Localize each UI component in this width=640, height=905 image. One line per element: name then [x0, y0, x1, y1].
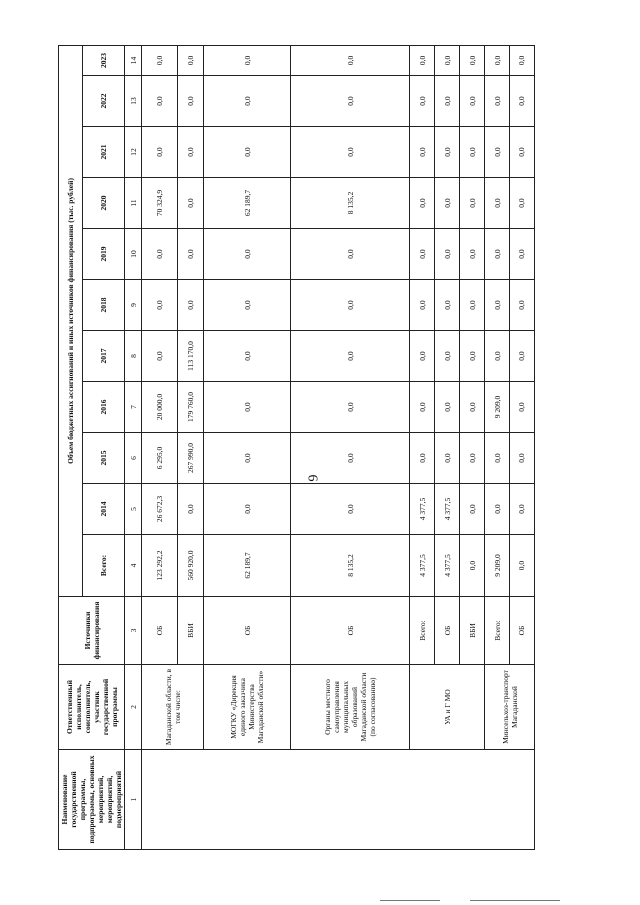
program-name-cell: [142, 750, 535, 850]
header-executor: Ответственный исполнитель, соисполнитель, участник государственной программы: [59, 665, 125, 750]
column-index: 14: [125, 45, 142, 75]
value-cell: 0,0: [204, 484, 291, 535]
column-index: 10: [125, 229, 142, 280]
value-cell: 0,0: [509, 331, 534, 382]
value-cell: 0,0: [435, 127, 460, 178]
value-cell: 0,0: [178, 280, 204, 331]
column-index: 13: [125, 76, 142, 127]
value-cell: 0,0: [460, 76, 485, 127]
value-cell: 0,0: [290, 484, 409, 535]
value-cell: 26 672,3: [142, 484, 178, 535]
source-cell: ОБ: [142, 597, 178, 665]
header-year: 2019: [83, 229, 125, 280]
scan-mark: [380, 900, 440, 901]
table-row: [142, 45, 178, 849]
header-total: Всего:: [83, 535, 125, 597]
value-cell: 0,0: [485, 127, 510, 178]
value-cell: 0,0: [204, 382, 291, 433]
value-cell: 0,0: [410, 76, 435, 127]
column-index: 12: [125, 127, 142, 178]
value-cell: 0,0: [410, 331, 435, 382]
header-program-name: Наименование государственной программы, подпрограммы, основных мероприятий, мероприятий, подмероприятий: [59, 750, 125, 850]
value-cell: 62 189,7: [204, 178, 291, 229]
source-cell: ОБ: [204, 597, 291, 665]
value-cell: 0,0: [460, 280, 485, 331]
value-cell: 0,0: [435, 331, 460, 382]
executor-cell: Органы местного самоуправления муниципальных образований Магаданской области (по согласованию): [290, 665, 409, 750]
total-cell: 123 292,2: [142, 535, 178, 597]
value-cell: 0,0: [410, 229, 435, 280]
source-cell: ОБ: [509, 597, 534, 665]
value-cell: 0,0: [509, 178, 534, 229]
value-cell: 0,0: [290, 229, 409, 280]
value-cell: 0,0: [460, 484, 485, 535]
value-cell: 0,0: [410, 178, 435, 229]
value-cell: 0,0: [178, 484, 204, 535]
value-cell: 0,0: [460, 45, 485, 75]
value-cell: 20 000,0: [142, 382, 178, 433]
header-year: 2022: [83, 76, 125, 127]
column-index: 3: [125, 597, 142, 665]
value-cell: 267 990,0: [178, 433, 204, 484]
column-index: 11: [125, 178, 142, 229]
value-cell: 0,0: [460, 229, 485, 280]
value-cell: 0,0: [435, 433, 460, 484]
source-cell: Всего:: [485, 597, 510, 665]
value-cell: 0,0: [290, 280, 409, 331]
value-cell: 0,0: [460, 331, 485, 382]
total-cell: 4 377,5: [435, 535, 460, 597]
value-cell: 0,0: [485, 45, 510, 75]
value-cell: 0,0: [509, 76, 534, 127]
value-cell: 0,0: [142, 280, 178, 331]
value-cell: 0,0: [410, 127, 435, 178]
header-year: 2018: [83, 280, 125, 331]
header-year: 2015: [83, 433, 125, 484]
value-cell: 9 209,0: [485, 382, 510, 433]
value-cell: 0,0: [410, 45, 435, 75]
value-cell: 0,0: [460, 178, 485, 229]
table-row: [485, 45, 510, 849]
header-funding-source: Источники финансирования: [59, 597, 125, 665]
value-cell: 0,0: [460, 433, 485, 484]
value-cell: 0,0: [290, 45, 409, 75]
value-cell: 4 377,5: [410, 484, 435, 535]
value-cell: 0,0: [410, 382, 435, 433]
value-cell: 0,0: [178, 127, 204, 178]
value-cell: 0,0: [290, 76, 409, 127]
value-cell: 0,0: [178, 76, 204, 127]
value-cell: 0,0: [485, 76, 510, 127]
value-cell: 0,0: [435, 76, 460, 127]
value-cell: 0,0: [142, 331, 178, 382]
value-cell: 0,0: [204, 76, 291, 127]
value-cell: 0,0: [204, 280, 291, 331]
total-cell: 4 377,5: [410, 535, 435, 597]
executor-cell: Магаданской области, в том числе:: [142, 665, 204, 750]
value-cell: 0,0: [142, 127, 178, 178]
value-cell: 0,0: [290, 331, 409, 382]
total-cell: 0,0: [509, 535, 534, 597]
rotated-page: [0, 45, 640, 850]
header-year: 2014: [83, 484, 125, 535]
value-cell: 0,0: [509, 280, 534, 331]
value-cell: 0,0: [485, 280, 510, 331]
value-cell: 4 377,5: [435, 484, 460, 535]
value-cell: 0,0: [435, 382, 460, 433]
table-row: [204, 45, 291, 849]
executor-cell: Минсельхоз-транспорт Магаданской: [485, 665, 535, 750]
value-cell: 0,0: [290, 382, 409, 433]
value-cell: 0,0: [460, 382, 485, 433]
table-row: [410, 45, 435, 849]
header-budget-volume: Объем бюджетных ассигнований и иных источников финансирования (тыс. рублей): [59, 45, 83, 596]
source-cell: ОБ: [435, 597, 460, 665]
header-year: 2023: [83, 45, 125, 75]
value-cell: 179 760,0: [178, 382, 204, 433]
executor-cell: УА и Г МО: [410, 665, 485, 750]
scan-mark: [470, 900, 560, 901]
value-cell: 0,0: [204, 331, 291, 382]
total-cell: 62 189,7: [204, 535, 291, 597]
value-cell: 8 135,2: [290, 178, 409, 229]
column-index: 1: [125, 750, 142, 850]
value-cell: 0,0: [142, 229, 178, 280]
value-cell: 0,0: [204, 45, 291, 75]
source-cell: ОБ: [290, 597, 409, 665]
value-cell: 113 170,0: [178, 331, 204, 382]
column-index: 2: [125, 665, 142, 750]
value-cell: 0,0: [435, 229, 460, 280]
value-cell: 0,0: [142, 76, 178, 127]
column-index-row: [125, 45, 142, 849]
column-index: 8: [125, 331, 142, 382]
total-cell: 9 209,0: [485, 535, 510, 597]
source-cell: ВБИ: [178, 597, 204, 665]
table-row: [290, 45, 409, 849]
total-cell: 8 135,2: [290, 535, 409, 597]
value-cell: 0,0: [435, 280, 460, 331]
page-number: 6: [304, 474, 320, 482]
column-index: 4: [125, 535, 142, 597]
column-index: 7: [125, 382, 142, 433]
header-year: 2021: [83, 127, 125, 178]
value-cell: 0,0: [509, 484, 534, 535]
value-cell: 0,0: [204, 433, 291, 484]
value-cell: 0,0: [410, 433, 435, 484]
value-cell: 0,0: [410, 280, 435, 331]
value-cell: 0,0: [509, 382, 534, 433]
value-cell: 0,0: [509, 127, 534, 178]
value-cell: 6 295,0: [142, 433, 178, 484]
total-cell: 0,0: [460, 535, 485, 597]
value-cell: 0,0: [178, 45, 204, 75]
column-index: 6: [125, 433, 142, 484]
value-cell: 0,0: [290, 433, 409, 484]
column-index: 5: [125, 484, 142, 535]
total-cell: 560 920,0: [178, 535, 204, 597]
header-year: 2017: [83, 331, 125, 382]
value-cell: 0,0: [178, 229, 204, 280]
header-year: 2020: [83, 178, 125, 229]
value-cell: 0,0: [290, 127, 409, 178]
value-cell: 0,0: [178, 178, 204, 229]
value-cell: 0,0: [485, 433, 510, 484]
header-year: 2016: [83, 382, 125, 433]
value-cell: 0,0: [204, 127, 291, 178]
value-cell: 0,0: [485, 331, 510, 382]
value-cell: 70 324,9: [142, 178, 178, 229]
value-cell: 0,0: [485, 229, 510, 280]
value-cell: 0,0: [435, 45, 460, 75]
executor-cell: МОГКУ «Дирекция единого заказчика Министерства Магаданской области»: [204, 665, 291, 750]
financing-table: [58, 45, 535, 850]
value-cell: 0,0: [142, 45, 178, 75]
value-cell: 0,0: [460, 127, 485, 178]
value-cell: 0,0: [204, 229, 291, 280]
value-cell: 0,0: [435, 178, 460, 229]
value-cell: 0,0: [485, 178, 510, 229]
value-cell: 0,0: [485, 484, 510, 535]
source-cell: Всего:: [410, 597, 435, 665]
value-cell: 0,0: [509, 229, 534, 280]
column-index: 9: [125, 280, 142, 331]
value-cell: 0,0: [509, 433, 534, 484]
source-cell: ВБИ: [460, 597, 485, 665]
value-cell: 0,0: [509, 45, 534, 75]
